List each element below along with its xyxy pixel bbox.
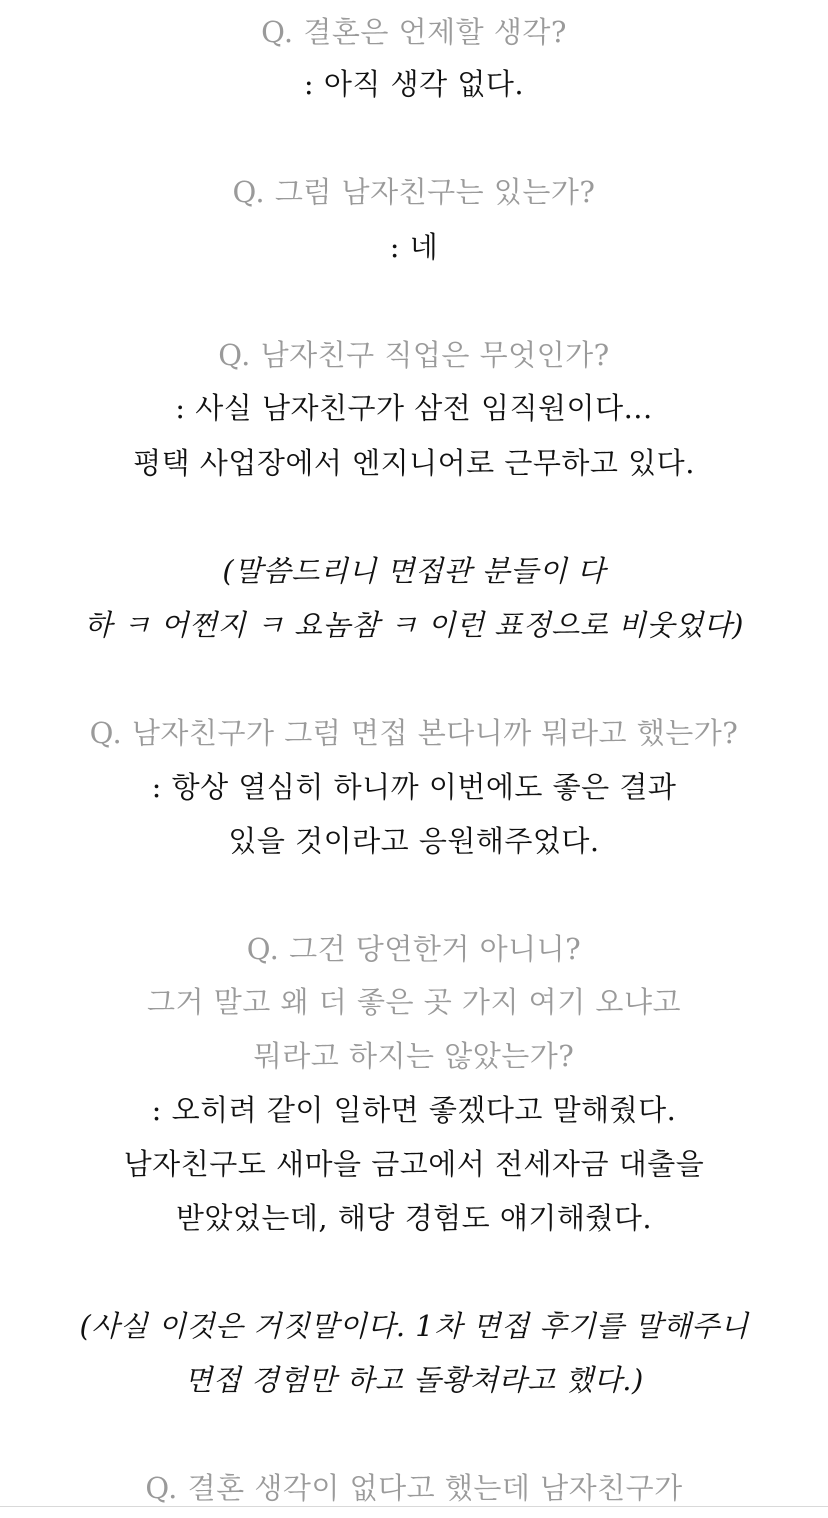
question-boyfriend-reaction: Q. 남자친구가 그럼 면접 본다니까 뭐라고 했는가?	[89, 716, 739, 750]
answer-obvious-line-3: 받았었는데, 해당 경험도 얘기해줬다.	[175, 1201, 653, 1235]
question-boyfriend-job: Q. 남자친구 직업은 무엇인가?	[218, 338, 610, 372]
question-marriage-boyfriend: Q. 결혼 생각이 없다고 했는데 남자친구가	[145, 1471, 683, 1505]
answer-boyfriend-job-line-1: : 사실 남자친구가 삼전 임직원이다...	[175, 391, 653, 425]
bottom-divider	[0, 1506, 828, 1507]
note-interviewers-line-1: (말씀드리니 면접관 분들이 다	[222, 554, 606, 588]
answer-boyfriend-reaction-line-1: : 항상 열심히 하니까 이번에도 좋은 결과	[151, 770, 677, 804]
question-obvious-line-2: 그거 말고 왜 더 좋은 곳 가지 여기 오냐고	[147, 985, 681, 1019]
answer-obvious-line-2: 남자친구도 새마을 금고에서 전세자금 대출을	[123, 1147, 705, 1181]
answer-obvious-line-1: : 오히려 같이 일하면 좋겠다고 말해줬다.	[151, 1093, 677, 1127]
question-boyfriend: Q. 그럼 남자친구는 있는가?	[232, 175, 596, 209]
note-lie-line-2: 면접 경험만 하고 돌황쳐라고 했다.)	[184, 1363, 644, 1397]
question-marriage-plan: Q. 결혼은 언제할 생각?	[261, 15, 567, 49]
note-interviewers-line-2: 하 ㅋ 어쩐지 ㅋ 요놈참 ㅋ 이런 표정으로 비웃었다)	[84, 608, 744, 642]
answer-boyfriend: : 네	[389, 230, 439, 264]
question-obvious-line-3: 뭐라고 하지는 않았는가?	[253, 1039, 575, 1073]
answer-boyfriend-reaction-line-2: 있을 것이라고 응원해주었다.	[228, 824, 600, 858]
answer-marriage-plan: : 아직 생각 없다.	[303, 67, 525, 101]
question-obvious-line-1: Q. 그건 당연한거 아니니?	[246, 932, 582, 966]
note-lie-line-1: (사실 이것은 거짓말이다. 1차 면접 후기를 말해주니	[79, 1309, 749, 1343]
answer-boyfriend-job-line-2: 평택 사업장에서 엔지니어로 근무하고 있다.	[133, 446, 695, 480]
